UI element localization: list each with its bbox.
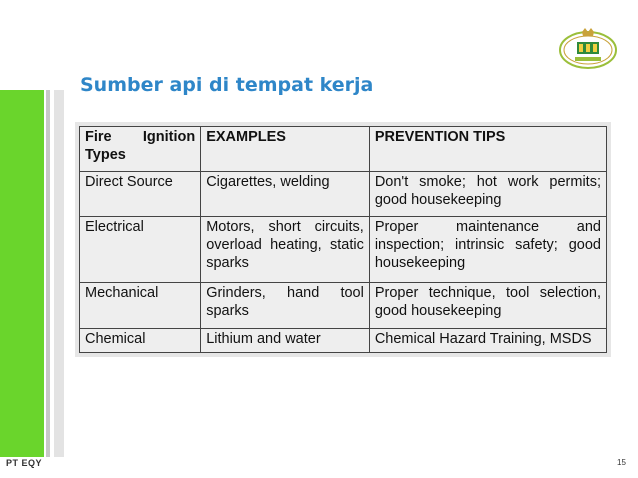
table-cell: Don't smoke; hot work permits; good housekeeping (369, 172, 606, 217)
company-crest-logo-icon (557, 26, 619, 70)
table-cell: Direct Source (80, 172, 201, 217)
table-cell: Grinders, hand tool sparks (201, 283, 370, 328)
divider-bar-light (54, 90, 64, 457)
table-row (80, 172, 607, 217)
accent-bar (0, 90, 44, 457)
header-cell-prevention-tips: PREVENTION TIPS (369, 127, 606, 172)
divider-bar (46, 90, 50, 457)
page-number: 15 (617, 458, 626, 467)
table-row (80, 283, 607, 328)
header-cell-examples: EXAMPLES (201, 127, 370, 172)
table-cell: Proper maintenance and inspection; intrinsic safety; good housekeeping (369, 217, 606, 283)
header-cell-ignition-types: Fire Ignition Types (80, 127, 201, 172)
table-cell: Chemical Hazard Training, MSDS (369, 328, 606, 352)
table-header-row (80, 127, 607, 172)
table-cell: Chemical (80, 328, 201, 352)
footer-company-label: PT EQY (6, 458, 43, 468)
table-cell: Cigarettes, welding (201, 172, 370, 217)
table-cell: Mechanical (80, 283, 201, 328)
table-cell: Motors, short circuits, overload heating, static sparks (201, 217, 370, 283)
table-row (80, 328, 607, 352)
table-cell: Lithium and water (201, 328, 370, 352)
table-cell: Electrical (80, 217, 201, 283)
page-title: Sumber api di tempat kerja (80, 74, 374, 96)
table-row (80, 217, 607, 283)
fire-ignition-table (75, 122, 611, 357)
table-cell: Proper technique, tool selection, good housekeeping (369, 283, 606, 328)
